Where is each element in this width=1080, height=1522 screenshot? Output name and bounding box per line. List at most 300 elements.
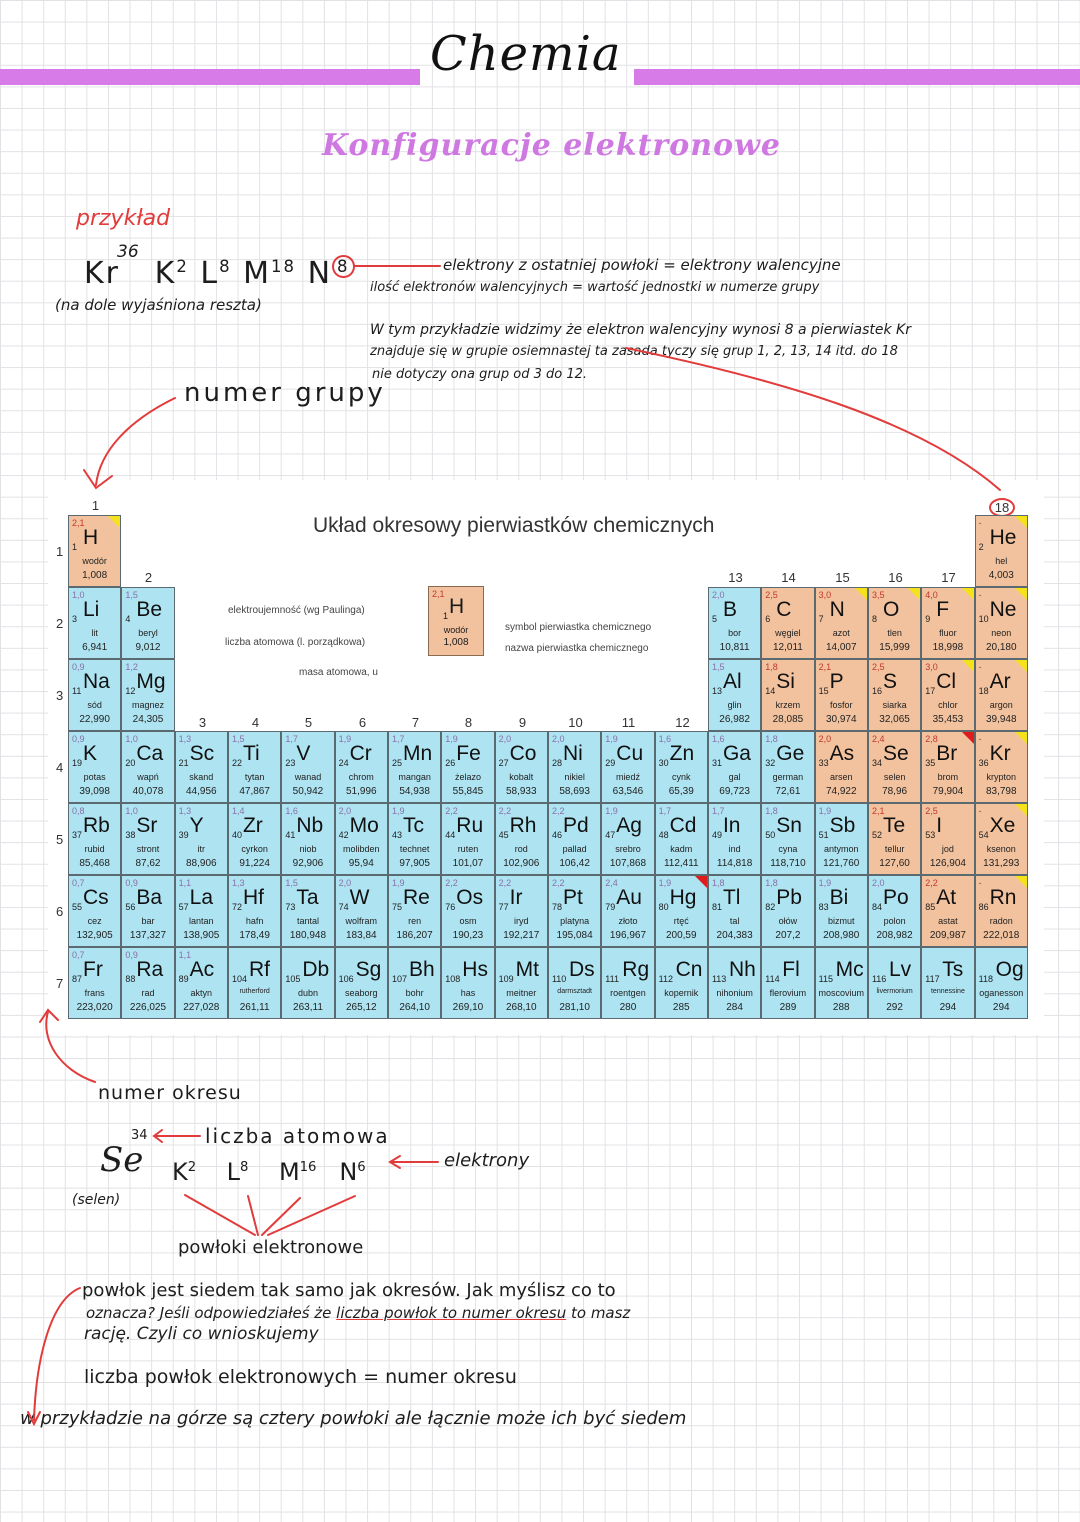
element-name: cyrkon <box>241 844 268 854</box>
electronegativity: 1,9 <box>818 806 832 816</box>
atomic-number: 112 <box>658 974 673 984</box>
group-label-2: 2 <box>144 570 153 585</box>
atomic-number: 3 <box>72 614 78 624</box>
element-symbol: Rn <box>989 886 1017 909</box>
atomic-mass: 79,904 <box>932 786 964 797</box>
element-symbol: Ts <box>942 958 964 981</box>
element-name: lit <box>91 628 98 638</box>
electronegativity: 1,8 <box>765 878 778 888</box>
element-name: itr <box>197 844 206 854</box>
page-subtitle: Konfiguracje elektronowe <box>322 128 781 163</box>
electronegativity: 3,0 <box>925 662 938 672</box>
electronegativity: 2,2 <box>551 878 565 888</box>
atomic-number: 115 <box>818 974 833 984</box>
element-name: antymon <box>823 844 859 854</box>
atomic-mass: 92,906 <box>292 858 324 869</box>
element-name: niob <box>299 844 317 854</box>
electronegativity: 1,0 <box>72 590 85 600</box>
element-name: technet <box>399 844 430 854</box>
element-symbol: Na <box>83 670 110 693</box>
atomic-mass: 112,411 <box>663 858 699 869</box>
element-symbol: Cd <box>669 814 697 837</box>
atomic-mass: 54,938 <box>399 786 430 797</box>
atomic-mass: 196,967 <box>609 930 647 941</box>
element-symbol: Pb <box>776 886 802 909</box>
atomic-number: 108 <box>445 974 461 984</box>
atomic-number-label: liczba atomowa <box>205 1124 390 1148</box>
element-name: pallad <box>562 844 587 854</box>
element-name: hafn <box>245 916 264 926</box>
element-symbol: Pd <box>562 814 589 837</box>
element-name: oganesson <box>979 988 1024 998</box>
electronegativity: 1,3 <box>231 878 245 888</box>
atomic-mass: 121,760 <box>823 858 860 869</box>
atomic-number: 48 <box>658 830 669 840</box>
group-label-17: 17 <box>941 570 956 585</box>
legend-atomic-mass: masa atomowa, u <box>299 667 378 678</box>
element-name: tennessine <box>930 988 965 995</box>
atomic-mass: 15,999 <box>879 642 910 653</box>
element-name: potas <box>83 772 106 782</box>
atomic-number: 111 <box>605 974 619 984</box>
element-symbol: Si <box>776 670 795 693</box>
element-symbol: At <box>936 886 957 909</box>
atomic-number: 117 <box>925 974 940 984</box>
atomic-number: 57 <box>178 902 189 912</box>
element-symbol: Cr <box>349 742 372 765</box>
element-symbol: Zr <box>242 814 263 837</box>
electronegativity: 3,0 <box>818 590 832 600</box>
electronegativity: 1,9 <box>391 806 405 816</box>
atomic-mass: 294 <box>939 1002 957 1013</box>
atomic-number: 79 <box>605 902 616 912</box>
electronegativity: 2,0 <box>338 806 352 816</box>
element-name: wanad <box>294 772 322 782</box>
element-symbol: B <box>722 598 737 621</box>
atomic-number: 4 <box>125 614 131 624</box>
element-name: chlor <box>938 700 958 710</box>
element-name: astat <box>938 916 958 926</box>
atomic-number: 84 <box>871 902 882 912</box>
element-symbol: Fl <box>782 958 800 981</box>
conclusion-arrow <box>34 1288 80 1420</box>
atomic-mass: 32,065 <box>879 714 910 725</box>
atomic-mass: 51,996 <box>345 786 377 797</box>
element-name: żelazo <box>454 772 481 782</box>
period-label-6: 6 <box>56 904 64 919</box>
atomic-mass: 106,42 <box>559 858 590 869</box>
atomic-mass: 83,798 <box>985 786 1017 797</box>
element-symbol: La <box>189 886 214 909</box>
electronegativity: 2,5 <box>871 662 885 672</box>
atomic-mass: 102,906 <box>503 858 540 869</box>
atomic-mass: 65,39 <box>668 786 694 797</box>
electrons-label: elektrony <box>444 1150 530 1171</box>
atomic-number: 104 <box>231 974 248 984</box>
element-name: nikiel <box>564 772 585 782</box>
legend-atomic-number: liczba atomowa (l. porządkowa) <box>225 637 366 648</box>
atomic-mass: 178,49 <box>239 930 270 941</box>
element-name: bohr <box>405 988 424 998</box>
atomic-number: 77 <box>498 902 509 912</box>
element-name: tantal <box>296 916 319 926</box>
atomic-number: 76 <box>445 902 456 912</box>
atomic-mass: 95,94 <box>348 858 374 869</box>
atomic-number: 40 <box>231 830 242 840</box>
element-symbol: Y <box>189 814 204 837</box>
element-symbol: Ta <box>296 886 319 909</box>
atomic-mass: 40,078 <box>132 786 164 797</box>
element-name: tal <box>729 916 740 926</box>
legend-sample-name: wodór <box>443 625 469 635</box>
shell-arrow-l <box>248 1196 258 1235</box>
period-label-2: 2 <box>56 616 64 631</box>
element-name: moscovium <box>818 988 865 998</box>
electronegativity: 0,9 <box>125 878 138 888</box>
electronegativity: 1,0 <box>125 734 138 744</box>
electronegativity: 3,5 <box>871 590 885 600</box>
element-name: fosfor <box>830 700 853 710</box>
atomic-number: 38 <box>125 830 136 840</box>
group-label-13: 13 <box>728 570 743 585</box>
atomic-mass: 39,098 <box>79 786 110 797</box>
atomic-number: 82 <box>765 902 776 912</box>
element-symbol: Og <box>995 958 1024 981</box>
atomic-number: 23 <box>285 758 296 768</box>
atomic-mass: 223,020 <box>76 1002 113 1013</box>
valence-rule-1: elektrony z ostatniej powłoki = elektrony walencyjne <box>443 256 841 274</box>
electronegativity: 2,2 <box>445 878 458 888</box>
shell-m: $M^{18}$ <box>243 256 297 291</box>
element-symbol: As <box>829 742 855 765</box>
atomic-number: 22 <box>231 758 242 768</box>
element-symbol: Tl <box>722 886 741 909</box>
atomic-mass: 74,922 <box>825 786 857 797</box>
element-name: roentgen <box>610 988 646 998</box>
element-name: kopernik <box>664 988 699 998</box>
element-symbol: Mt <box>515 958 539 981</box>
electronegativity: 1,7 <box>285 734 298 744</box>
element-symbol: He <box>989 526 1017 549</box>
atomic-mass: 69,723 <box>719 786 750 797</box>
atomic-mass: 1,008 <box>82 570 108 581</box>
element-symbol: Ge <box>776 742 805 765</box>
element-symbol: Ga <box>722 742 751 765</box>
atomic-number: 72 <box>231 902 242 912</box>
element-symbol: Ir <box>509 886 523 909</box>
atomic-mass: 132,905 <box>76 930 113 941</box>
group-label-3: 3 <box>198 715 207 730</box>
element-symbol: Fe <box>456 742 481 765</box>
atomic-number: 26 <box>445 758 456 768</box>
legend-electronegativity: elektroujemność (wg Paulinga) <box>228 605 365 616</box>
period-label-4: 4 <box>56 760 64 775</box>
electronegativity: 2,0 <box>551 734 565 744</box>
electronegativity: 1,9 <box>658 878 672 888</box>
atomic-mass: 180,948 <box>289 930 327 941</box>
element-symbol: Sn <box>776 814 802 837</box>
element-name: brom <box>937 772 959 782</box>
atomic-mass: 281,10 <box>559 1002 590 1013</box>
element-name: nihonium <box>716 988 753 998</box>
element-name: german <box>772 772 804 782</box>
atomic-number: 19 <box>72 758 83 768</box>
se-shell-n: $N^6$ <box>339 1158 366 1186</box>
electronegativity: 1,7 <box>658 806 672 816</box>
element-name: złoto <box>618 916 638 926</box>
atomic-number: 88 <box>125 974 136 984</box>
electronegativity: 1,7 <box>391 734 405 744</box>
period-label-7: 7 <box>56 976 64 991</box>
period-number-label: numer okresu <box>98 1082 242 1104</box>
element-symbol: W <box>349 886 370 909</box>
atomic-number: 118 <box>978 974 993 984</box>
electronegativity: 2,2 <box>925 878 938 888</box>
atomic-number: 55 <box>72 902 83 912</box>
atomic-number: 116 <box>871 974 887 984</box>
element-name: neon <box>991 628 1012 638</box>
element-symbol: O <box>882 598 900 621</box>
atomic-number: 114 <box>765 974 780 984</box>
element-name: miedź <box>615 772 640 782</box>
page-title: Chemia <box>430 26 622 82</box>
atomic-number: 6 <box>765 614 771 624</box>
element-symbol: Ni <box>562 742 583 765</box>
conclusion-line-2: oznacza? Jeśli odpowiedziałeś że liczba powłok to numer okresu to masz <box>86 1304 631 1322</box>
element-symbol: Ar <box>989 670 1011 693</box>
conclusion-line-3: rację. Czyli co wnioskujemy <box>84 1324 319 1344</box>
atomic-mass: 131,293 <box>983 858 1020 869</box>
atomic-number: 73 <box>285 902 296 912</box>
element-symbol: Ca <box>136 742 164 765</box>
atomic-mass: 24,305 <box>132 714 164 725</box>
atomic-number: 16 <box>871 686 882 696</box>
atomic-mass: 285 <box>672 1002 690 1013</box>
element-name: wapń <box>137 772 159 782</box>
atomic-number: 34 <box>871 758 882 768</box>
element-symbol: Tc <box>402 814 424 837</box>
se-shell-m: $M^{16}$ <box>278 1158 317 1186</box>
electronegativity: 2,0 <box>498 734 512 744</box>
atomic-mass: 55,845 <box>452 786 484 797</box>
atomic-mass: 192,217 <box>503 930 540 941</box>
element-symbol: K <box>83 742 98 765</box>
group-label-15: 15 <box>835 570 850 585</box>
group-number-arrow <box>96 398 175 485</box>
electronegativity: 2,0 <box>338 878 352 888</box>
atomic-number: 29 <box>605 758 616 768</box>
atomic-mass: 26,982 <box>719 714 750 725</box>
group-number-label: numer grupy <box>184 378 386 408</box>
atomic-mass: 97,905 <box>399 858 430 869</box>
atomic-number: 1 <box>72 542 78 552</box>
element-name: seaborg <box>345 988 378 998</box>
element-symbol: Ba <box>136 886 163 909</box>
electronegativity: 1,3 <box>178 806 192 816</box>
electronegativity: 1,5 <box>231 734 245 744</box>
atomic-number: 106 <box>338 974 354 984</box>
atomic-number: 33 <box>818 758 829 768</box>
period-label-5: 5 <box>56 832 64 847</box>
atomic-mass: 10,811 <box>719 642 750 653</box>
atomic-mass: 118,710 <box>770 858 806 869</box>
element-symbol: Cl <box>936 670 957 693</box>
electronegativity: 0,8 <box>72 806 85 816</box>
element-name: rod <box>514 844 528 854</box>
electronegativity: 1,8 <box>765 806 778 816</box>
element-name: magnez <box>131 700 164 710</box>
shell-k: $K^2$ <box>154 256 189 291</box>
group-label-4: 4 <box>251 715 260 730</box>
element-name: frans <box>84 988 105 998</box>
atomic-number: 5 <box>711 614 717 624</box>
atomic-mass: 222,018 <box>983 930 1020 941</box>
element-symbol: Pt <box>562 886 583 909</box>
atomic-number: 45 <box>498 830 509 840</box>
element-name: tlen <box>887 628 902 638</box>
underlined-conclusion: liczba powłok to numer okresu <box>336 1304 567 1322</box>
atomic-number: 86 <box>978 902 989 912</box>
electronegativity: 1,0 <box>125 806 138 816</box>
element-symbol: Mg <box>136 670 166 693</box>
element-name: ind <box>728 844 741 854</box>
group-label-7: 7 <box>411 715 420 730</box>
group-label-14: 14 <box>781 570 796 585</box>
element-symbol: Zn <box>669 742 695 765</box>
element-name: stront <box>136 844 160 854</box>
atomic-mass: 58,693 <box>559 786 590 797</box>
period-label-3: 3 <box>56 688 64 703</box>
element-name: bor <box>728 628 742 638</box>
group-label-5: 5 <box>304 715 313 730</box>
atomic-number: 83 <box>818 902 829 912</box>
element-name: has <box>460 988 476 998</box>
electronegativity: 2,8 <box>925 734 938 744</box>
atomic-number: 2 <box>978 542 984 552</box>
explanation-line-1: W tym przykładzie widzimy że elektron walencyjny wynosi 8 a pierwiastek Kr <box>370 322 911 338</box>
element-symbol: Li <box>83 598 100 621</box>
se-element: Se <box>100 1140 144 1180</box>
atomic-mass: 207,2 <box>775 930 801 941</box>
atomic-mass: 265,12 <box>345 1002 377 1013</box>
atomic-number: 25 <box>391 758 402 768</box>
element-name: cyna <box>778 844 798 854</box>
explanation-line-2: znajduje się w grupie osiemnastej ta zasada tyczy się grup 1, 2, 13, 14 itd. do 18 <box>370 344 898 359</box>
atomic-mass: 204,383 <box>716 930 753 941</box>
element-symbol: Mc <box>835 958 864 981</box>
atomic-mass: 30,974 <box>825 714 857 725</box>
atomic-mass: 186,207 <box>396 930 433 941</box>
atomic-number: 87 <box>72 974 83 984</box>
electronegativity: 2,0 <box>871 878 885 888</box>
element-name: rad <box>141 988 155 998</box>
element-symbol: Po <box>882 886 909 909</box>
electronegativity: 1,9 <box>605 806 618 816</box>
atomic-mass: 50,942 <box>292 786 324 797</box>
element-name: flerovium <box>769 988 807 998</box>
element-name: tellur <box>884 844 905 854</box>
atomic-number: 20 <box>125 758 136 768</box>
atomic-number: 47 <box>605 830 616 840</box>
atomic-number: 50 <box>765 830 776 840</box>
element-symbol: Cu <box>616 742 644 765</box>
atomic-number: 8 <box>871 614 877 624</box>
atomic-number: 110 <box>551 974 567 984</box>
element-name: węgiel <box>775 628 801 638</box>
electronegativity: - <box>978 806 982 816</box>
electronegativity: 2,4 <box>871 734 885 744</box>
electronegativity: 1,9 <box>338 734 352 744</box>
electronegativity: 2,2 <box>498 878 512 888</box>
element-symbol: Br <box>936 742 958 765</box>
atomic-mass: 288 <box>832 1002 850 1013</box>
atomic-number: 80 <box>658 902 669 912</box>
shell-l: $L^8$ <box>200 256 232 291</box>
atomic-mass: 209,987 <box>929 930 966 941</box>
atomic-mass: 280 <box>619 1002 637 1013</box>
atomic-number: 81 <box>711 902 722 912</box>
element-name: aktyn <box>190 988 213 998</box>
electronegativity: 1,8 <box>765 662 778 672</box>
element-symbol: Co <box>509 742 537 765</box>
element-symbol: Xe <box>989 814 1016 837</box>
element-symbol: Nh <box>728 958 756 981</box>
period-number-arrowhead <box>40 1010 58 1022</box>
atomic-number: 7 <box>818 614 824 624</box>
element-symbol: Au <box>616 886 642 909</box>
element-name: sód <box>87 700 102 710</box>
atomic-mass: 39,948 <box>985 714 1017 725</box>
element-name: wodór <box>82 556 107 566</box>
electronegativity: 1,9 <box>818 878 832 888</box>
element-symbol: Sr <box>136 814 158 837</box>
element-name: radon <box>989 916 1013 926</box>
element-name: ruten <box>457 844 479 854</box>
atomic-mass: 72,61 <box>775 786 801 797</box>
element-symbol: Db <box>302 958 330 981</box>
atomic-number: 13 <box>711 686 722 696</box>
element-name: beryl <box>138 628 158 638</box>
atomic-mass: 208,982 <box>876 930 913 941</box>
atomic-number: 43 <box>391 830 402 840</box>
element-name: jod <box>941 844 954 854</box>
element-name: hel <box>995 556 1008 566</box>
period-number-arrow <box>46 1012 95 1082</box>
atomic-mass: 264,10 <box>399 1002 430 1013</box>
electronegativity: 2,1 <box>871 806 885 816</box>
group-label-6: 6 <box>358 715 367 730</box>
atomic-number: 89 <box>178 974 189 984</box>
element-symbol: Be <box>136 598 163 621</box>
element-symbol: V <box>296 742 311 765</box>
atomic-mass: 85,468 <box>79 858 110 869</box>
atomic-mass: 14,007 <box>825 642 857 653</box>
atomic-number: 27 <box>498 758 509 768</box>
electronegativity: 0,9 <box>125 950 138 960</box>
element-symbol: N <box>829 598 845 621</box>
atomic-mass: 261,11 <box>239 1002 270 1013</box>
element-name: rubid <box>84 844 105 854</box>
atomic-number: 18 <box>978 686 989 696</box>
electronegativity: 1,3 <box>178 734 192 744</box>
element-symbol: Cn <box>675 958 703 981</box>
element-name: osm <box>459 916 477 926</box>
element-symbol: Ne <box>989 598 1017 621</box>
element-name: platyna <box>560 916 590 926</box>
electronegativity: 1,9 <box>391 878 405 888</box>
atomic-mass: 4,003 <box>988 570 1014 581</box>
atomic-number: 44 <box>445 830 456 840</box>
